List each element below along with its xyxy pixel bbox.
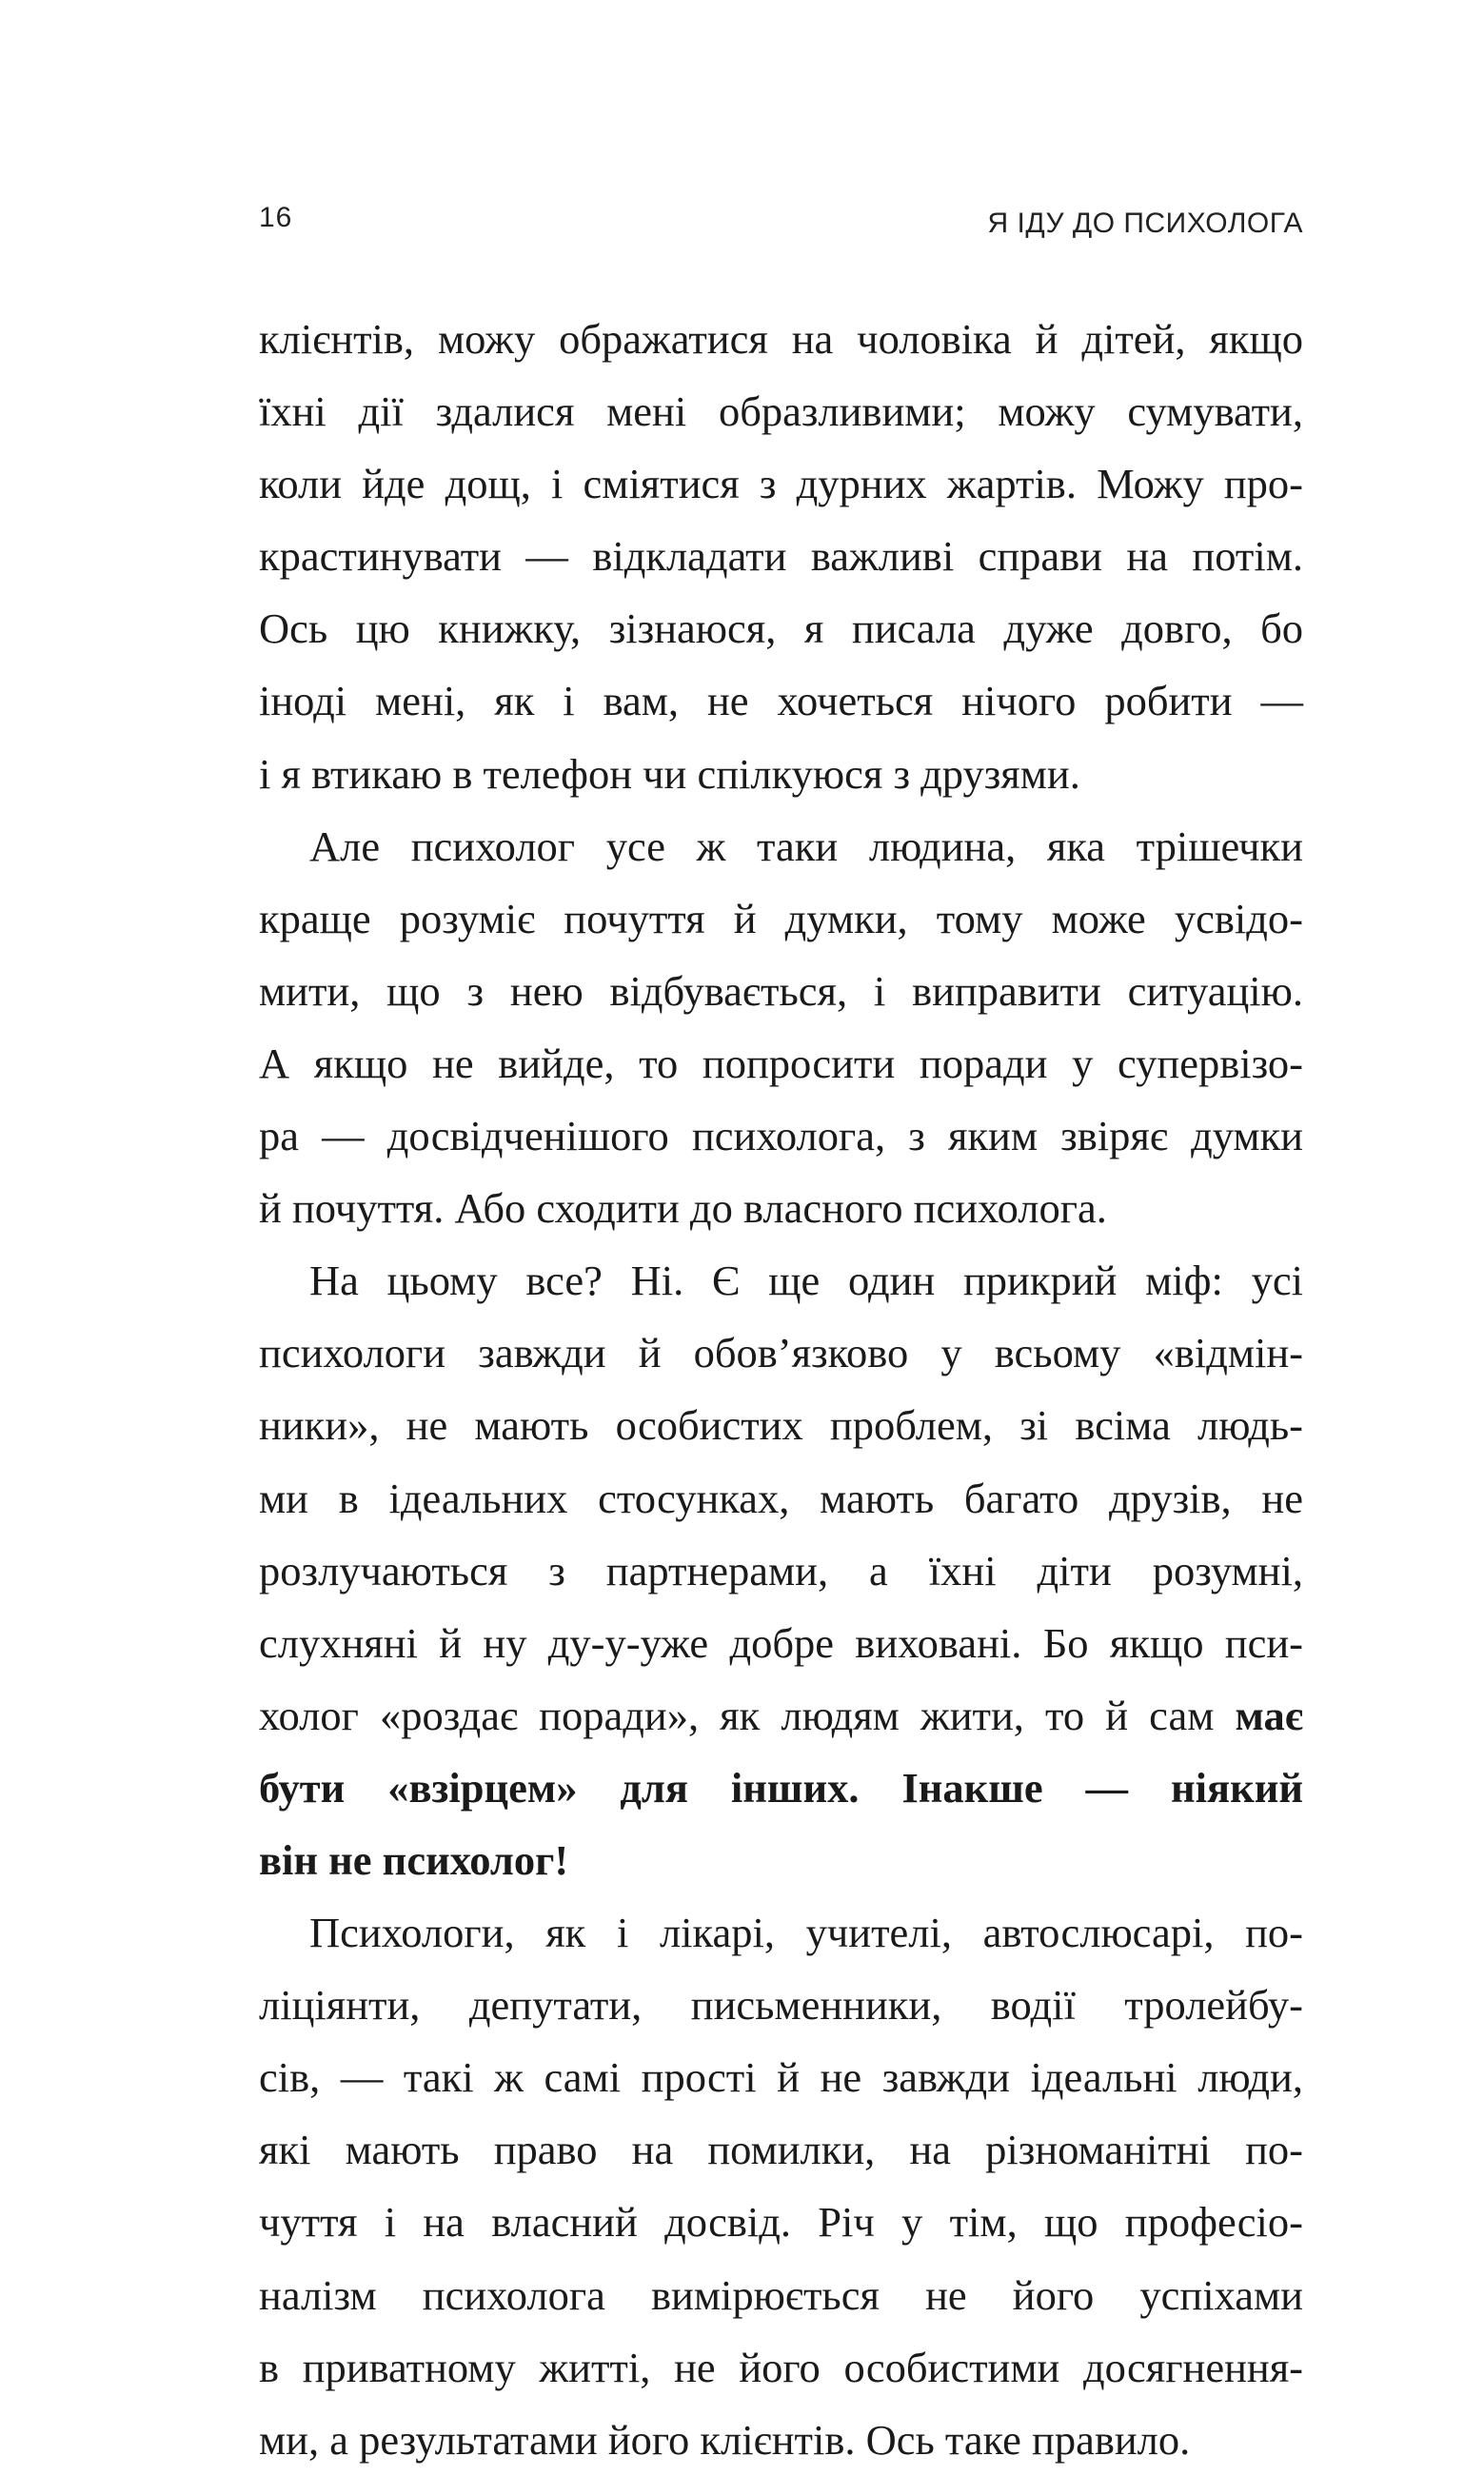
text-line: їхні дії здалися мені образливими; можу сумувати, bbox=[259, 387, 1303, 436]
text-line: краще розуміє почуття й думки, тому може усвідо- bbox=[259, 894, 1303, 942]
text-line: психологи завжди й обов’язково у всьому «відмін- bbox=[259, 1329, 1303, 1377]
text-line: ра — досвідченішого психолога, з яким звіряє думки bbox=[259, 1112, 1303, 1160]
text-line: розлучаються з партнерами, а їхні діти розумні, bbox=[259, 1546, 1303, 1595]
text-line: чуття і на власний досвід. Річ у тім, що професіо- bbox=[259, 2198, 1303, 2247]
text-line: іноді мені, як і вам, не хочеться нічого робити — bbox=[259, 677, 1303, 725]
emphasis-line: він не психолог! bbox=[259, 1835, 569, 1884]
text-line: і я втикаю в телефон чи спілкуюся з друзями. bbox=[259, 749, 1080, 798]
text-line: крастинувати — відкладати важливі справи на потім. bbox=[259, 532, 1303, 581]
text-line: слухняні й ну ду-у-уже добре виховані. Бо якщо пси- bbox=[259, 1618, 1303, 1667]
text-line: й почуття. Або сходити до власного психолога. bbox=[259, 1184, 1107, 1233]
text-line: На цьому все? Ні. Є ще один прикрий міф: усі bbox=[309, 1257, 1303, 1305]
emphasis-line: бути «взірцем» для інших. Інакше — ніякий bbox=[259, 1763, 1303, 1812]
emphasis-text: має bbox=[1235, 1691, 1304, 1739]
text-line: Психологи, як і лікарі, учителі, автослюсарі, по- bbox=[309, 1909, 1303, 1957]
text-line: Але психолог усе ж таки людина, яка трішечки bbox=[309, 822, 1303, 870]
text-line: А якщо не вийде, то попросити поради у супервізо- bbox=[259, 1039, 1303, 1087]
text-line: коли йде дощ, і сміятися з дурних жартів. Можу про- bbox=[259, 460, 1303, 508]
text-line: мити, що з нею відбувається, і виправити ситуацію. bbox=[259, 966, 1303, 1015]
text-line: в приватному житті, не його особистими досягнення- bbox=[259, 2343, 1303, 2391]
text-line: ми в ідеальних стосунках, мають багато друзів, не bbox=[259, 1474, 1303, 1522]
page-number: 16 bbox=[259, 202, 293, 233]
text-line: Ось цю книжку, зізнаюся, я писала дуже довго, бо bbox=[259, 604, 1303, 653]
running-head: Я ІДУ ДО ПСИХОЛОГА bbox=[987, 208, 1303, 239]
text-segment: холог «роздає поради», як людям жити, то й сам bbox=[259, 1691, 1215, 1739]
text-line: ники», не мають особистих проблем, зі всіма людь- bbox=[259, 1401, 1303, 1450]
text-line: клієнтів, можу ображатися на чоловіка й дітей, якщо bbox=[259, 315, 1303, 363]
text-line: сів, — такі ж самі прості й не завжди ідеальні люди, bbox=[259, 2053, 1303, 2102]
text-line: налізм психолога вимірюється не його успіхами bbox=[259, 2270, 1303, 2319]
text-line: які мають право на помилки, на різноманітні по- bbox=[259, 2126, 1303, 2174]
text-line-mixed bbox=[259, 1679, 1303, 1752]
body-text bbox=[259, 303, 1303, 2476]
text-line: ліціянти, депутати, письменники, водії тролейбу- bbox=[259, 1981, 1303, 2030]
text-line: ми, а результатами його клієнтів. Ось таке правило. bbox=[259, 2415, 1191, 2464]
